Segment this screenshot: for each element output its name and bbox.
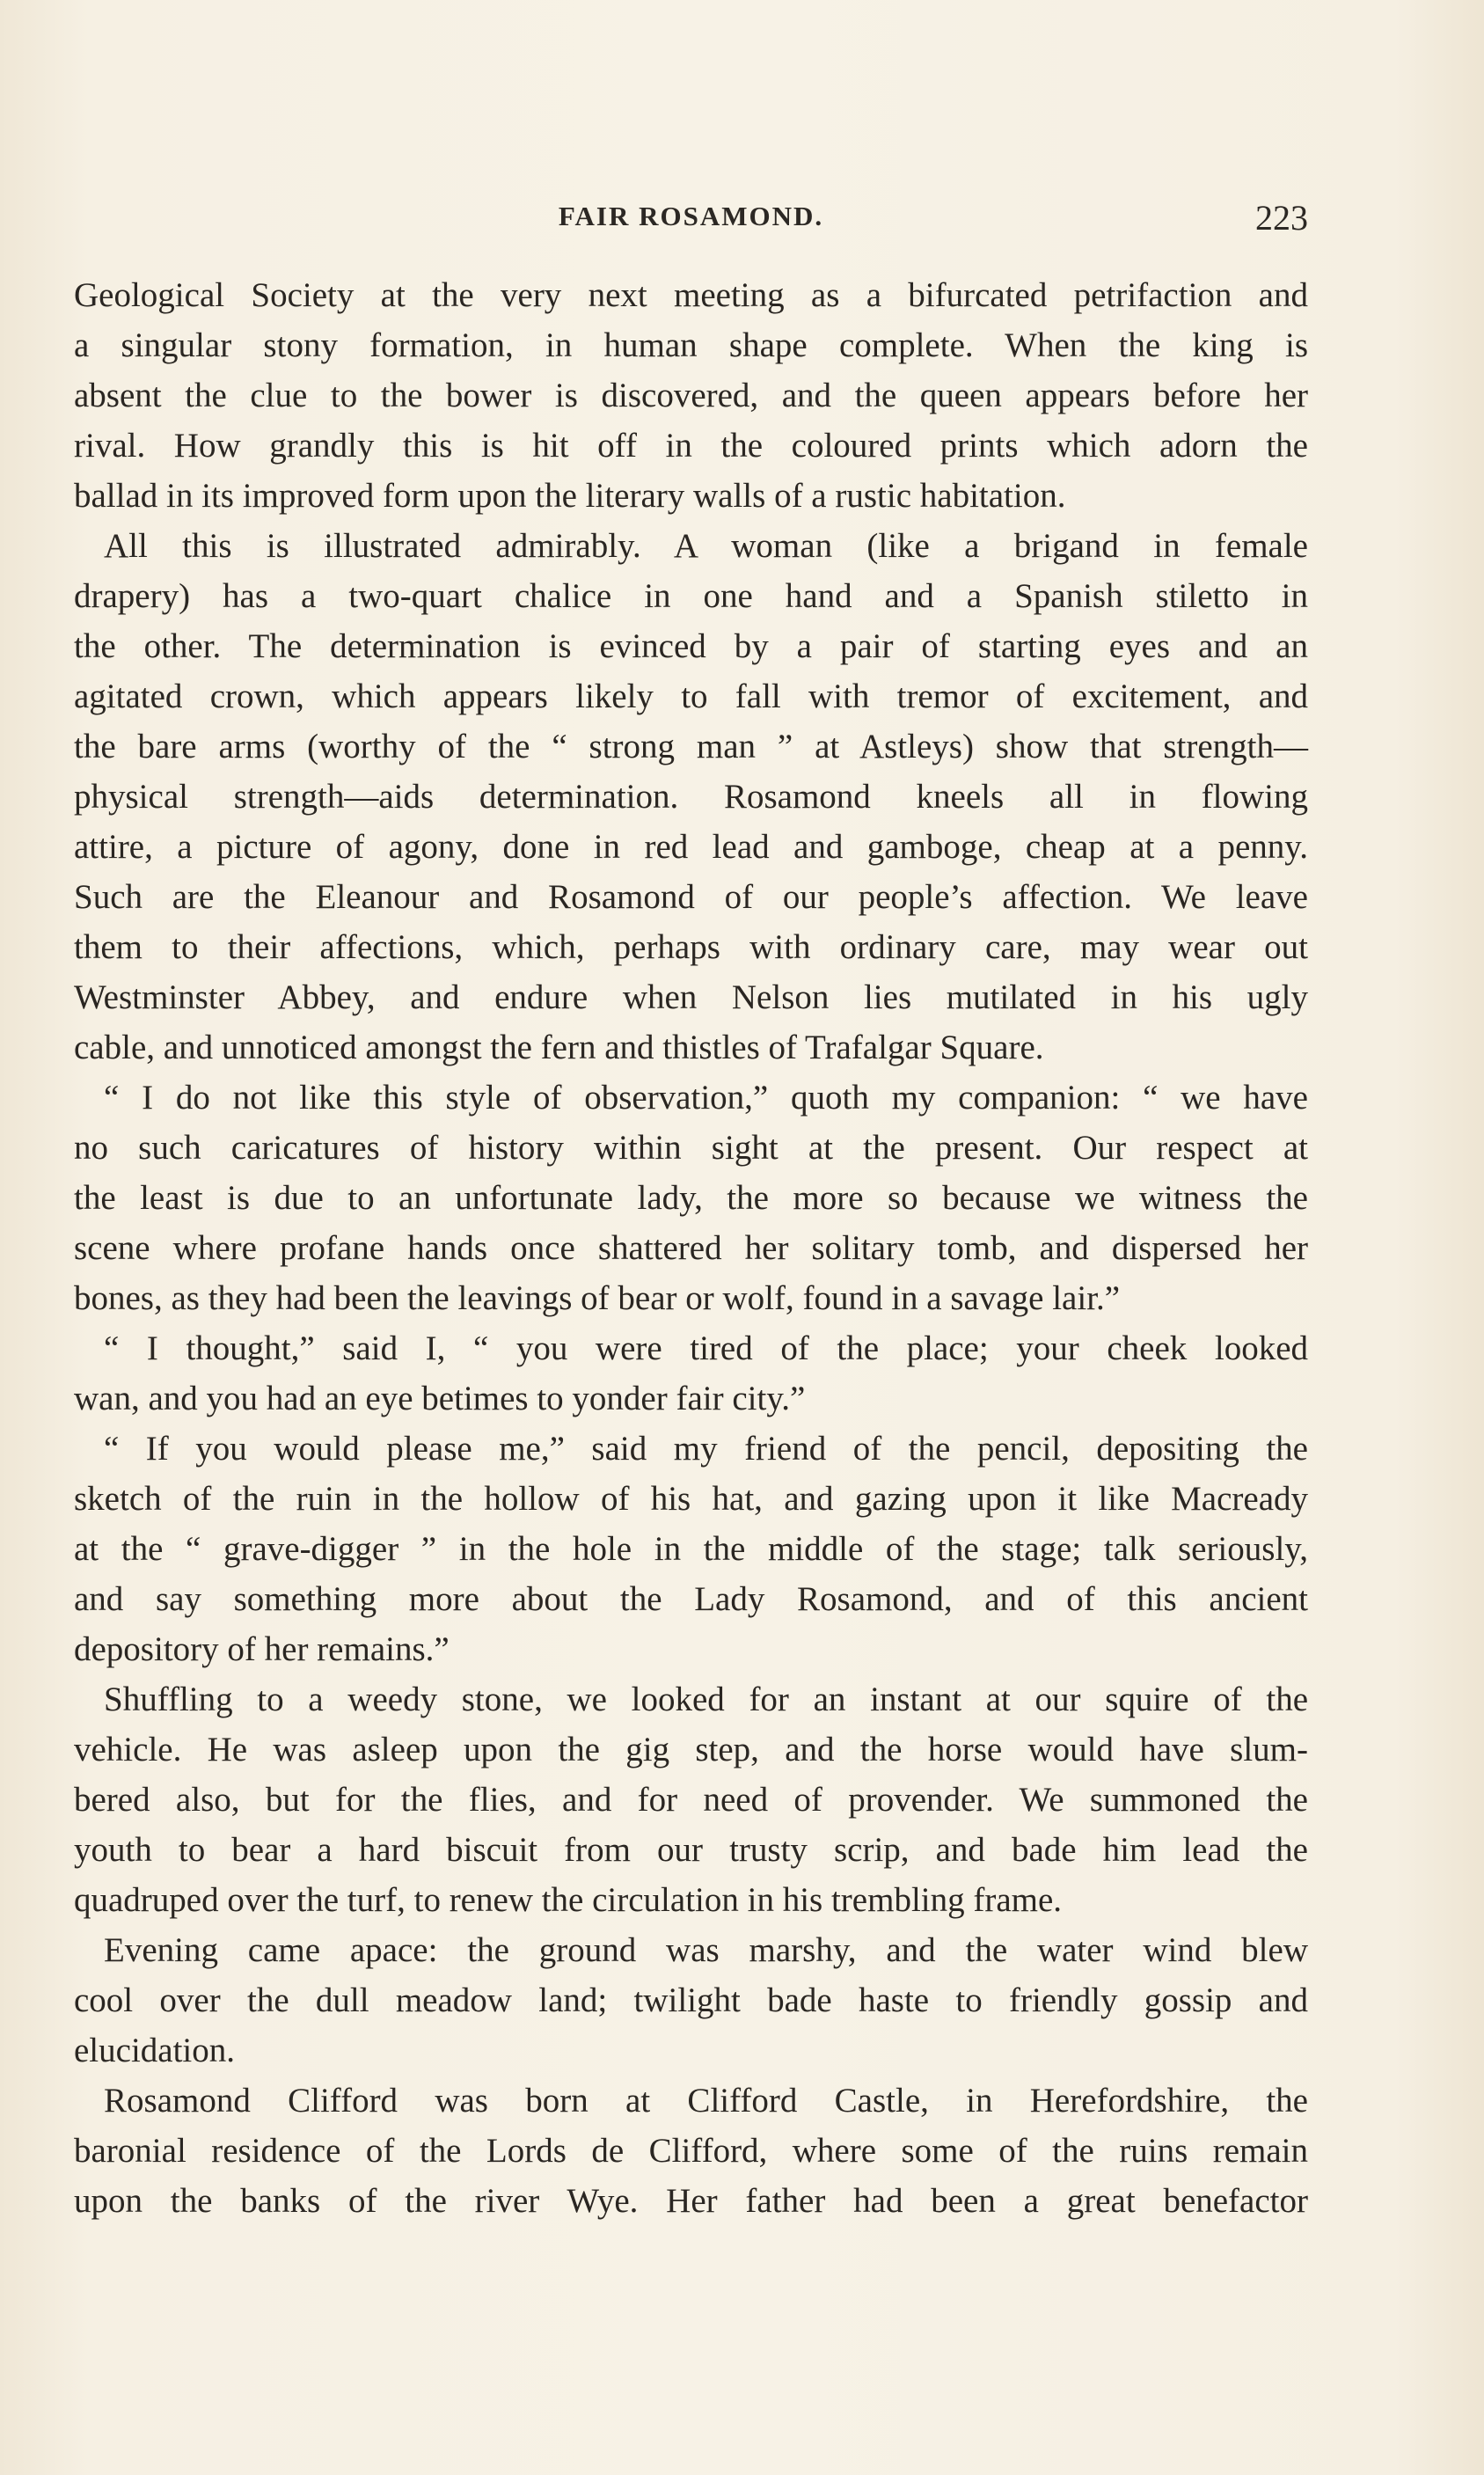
text-line: quadruped over the turf, to renew the circulation in his trembling frame. <box>74 1881 1063 1919</box>
text-line: youth to bear a hard biscuit from our trusty scrip, and bade him lead the <box>74 1831 1308 1869</box>
paragraph-start-line: “ If you would please me,” said my friend of the pencil, depositing the <box>104 1430 1308 1468</box>
text-line: the bare arms (worthy of the “ strong man ” at Astleys) show that strength— <box>74 728 1308 765</box>
text-line: a singular stony formation, in human shape complete. When the king is <box>74 326 1308 364</box>
paragraph-start-line: Rosamond Clifford was born at Clifford Castle, in Herefordshire, the <box>104 2082 1308 2120</box>
text-line: baronial residence of the Lords de Clifford, where some of the ruins remain <box>74 2132 1308 2170</box>
text-line: attire, a picture of agony, done in red lead and gamboge, cheap at a penny. <box>74 828 1308 866</box>
text-line: and say something more about the Lady Rosamond, and of this ancient <box>74 1580 1308 1618</box>
text-line: Such are the Eleanour and Rosamond of our people’s affection. We leave <box>74 878 1308 916</box>
text-line: the other. The determination is evinced by a pair of starting eyes and an <box>74 627 1308 665</box>
text-line: scene where profane hands once shattered her solitary tomb, and dispersed her <box>74 1229 1308 1267</box>
body-text <box>74 270 1308 2226</box>
paragraph-start-line: Evening came apace: the ground was marshy, and the water wind blew <box>104 1931 1308 1969</box>
text-line: upon the banks of the river Wye. Her father had been a great benefactor <box>74 2182 1308 2220</box>
text-line: vehicle. He was asleep upon the gig step, and the horse would have slum- <box>74 1731 1308 1768</box>
text-line: cool over the dull meadow land; twilight bade haste to friendly gossip and <box>74 1981 1308 2019</box>
text-line: Geological Society at the very next meeting as a bifurcated petrifaction and <box>74 276 1308 314</box>
text-line: Westminster Abbey, and endure when Nelson lies mutilated in his ugly <box>74 978 1308 1016</box>
text-line: sketch of the ruin in the hollow of his hat, and gazing upon it like Macready <box>74 1480 1308 1518</box>
text-line: at the “ grave-digger ” in the hole in the middle of the stage; talk seriously, <box>74 1530 1308 1568</box>
text-line: drapery) has a two-quart chalice in one hand and a Spanish stiletto in <box>74 577 1308 615</box>
text-line: absent the clue to the bower is discovered, and the queen appears before her <box>74 377 1308 414</box>
page-number: 223 <box>1255 198 1308 238</box>
text-line: elucidation. <box>74 2032 236 2069</box>
text-line: ballad in its improved form upon the literary walls of a rustic habitation. <box>74 477 1066 515</box>
paragraph-start-line: Shuffling to a weedy stone, we looked for an instant at our squire of the <box>104 1681 1308 1718</box>
text-line: them to their affections, which, perhaps with ordinary care, may wear out <box>74 928 1308 966</box>
text-line: bered also, but for the flies, and for need of provender. We summoned the <box>74 1781 1308 1819</box>
text-line: the least is due to an unfortunate lady, the more so because we witness the <box>74 1179 1308 1217</box>
text-line: rival. How grandly this is hit off in the coloured prints which adorn the <box>74 427 1308 465</box>
paragraph-start-line: “ I do not like this style of observation,” quoth my companion: “ we have <box>104 1079 1308 1117</box>
text-line: wan, and you had an eye betimes to yonder fair city.” <box>74 1380 806 1417</box>
paragraph-start-line: “ I thought,” said I, “ you were tired of the place; your cheek looked <box>104 1329 1308 1367</box>
text-line: physical strength—aids determination. Rosamond kneels all in flowing <box>74 778 1308 816</box>
text-line: cable, and unnoticed amongst the fern and thistles of Trafalgar Square. <box>74 1029 1044 1066</box>
running-title: FAIR ROSAMOND. <box>558 201 824 231</box>
running-head <box>74 198 1308 245</box>
text-line: no such caricatures of history within sight at the present. Our respect at <box>74 1129 1308 1167</box>
text-line: agitated crown, which appears likely to fall with tremor of excitement, and <box>74 677 1308 715</box>
paragraph-start-line: All this is illustrated admirably. A woman (like a brigand in female <box>104 527 1308 565</box>
text-line: bones, as they had been the leavings of bear or wolf, found in a savage lair.” <box>74 1279 1121 1317</box>
text-line: depository of her remains.” <box>74 1630 450 1668</box>
